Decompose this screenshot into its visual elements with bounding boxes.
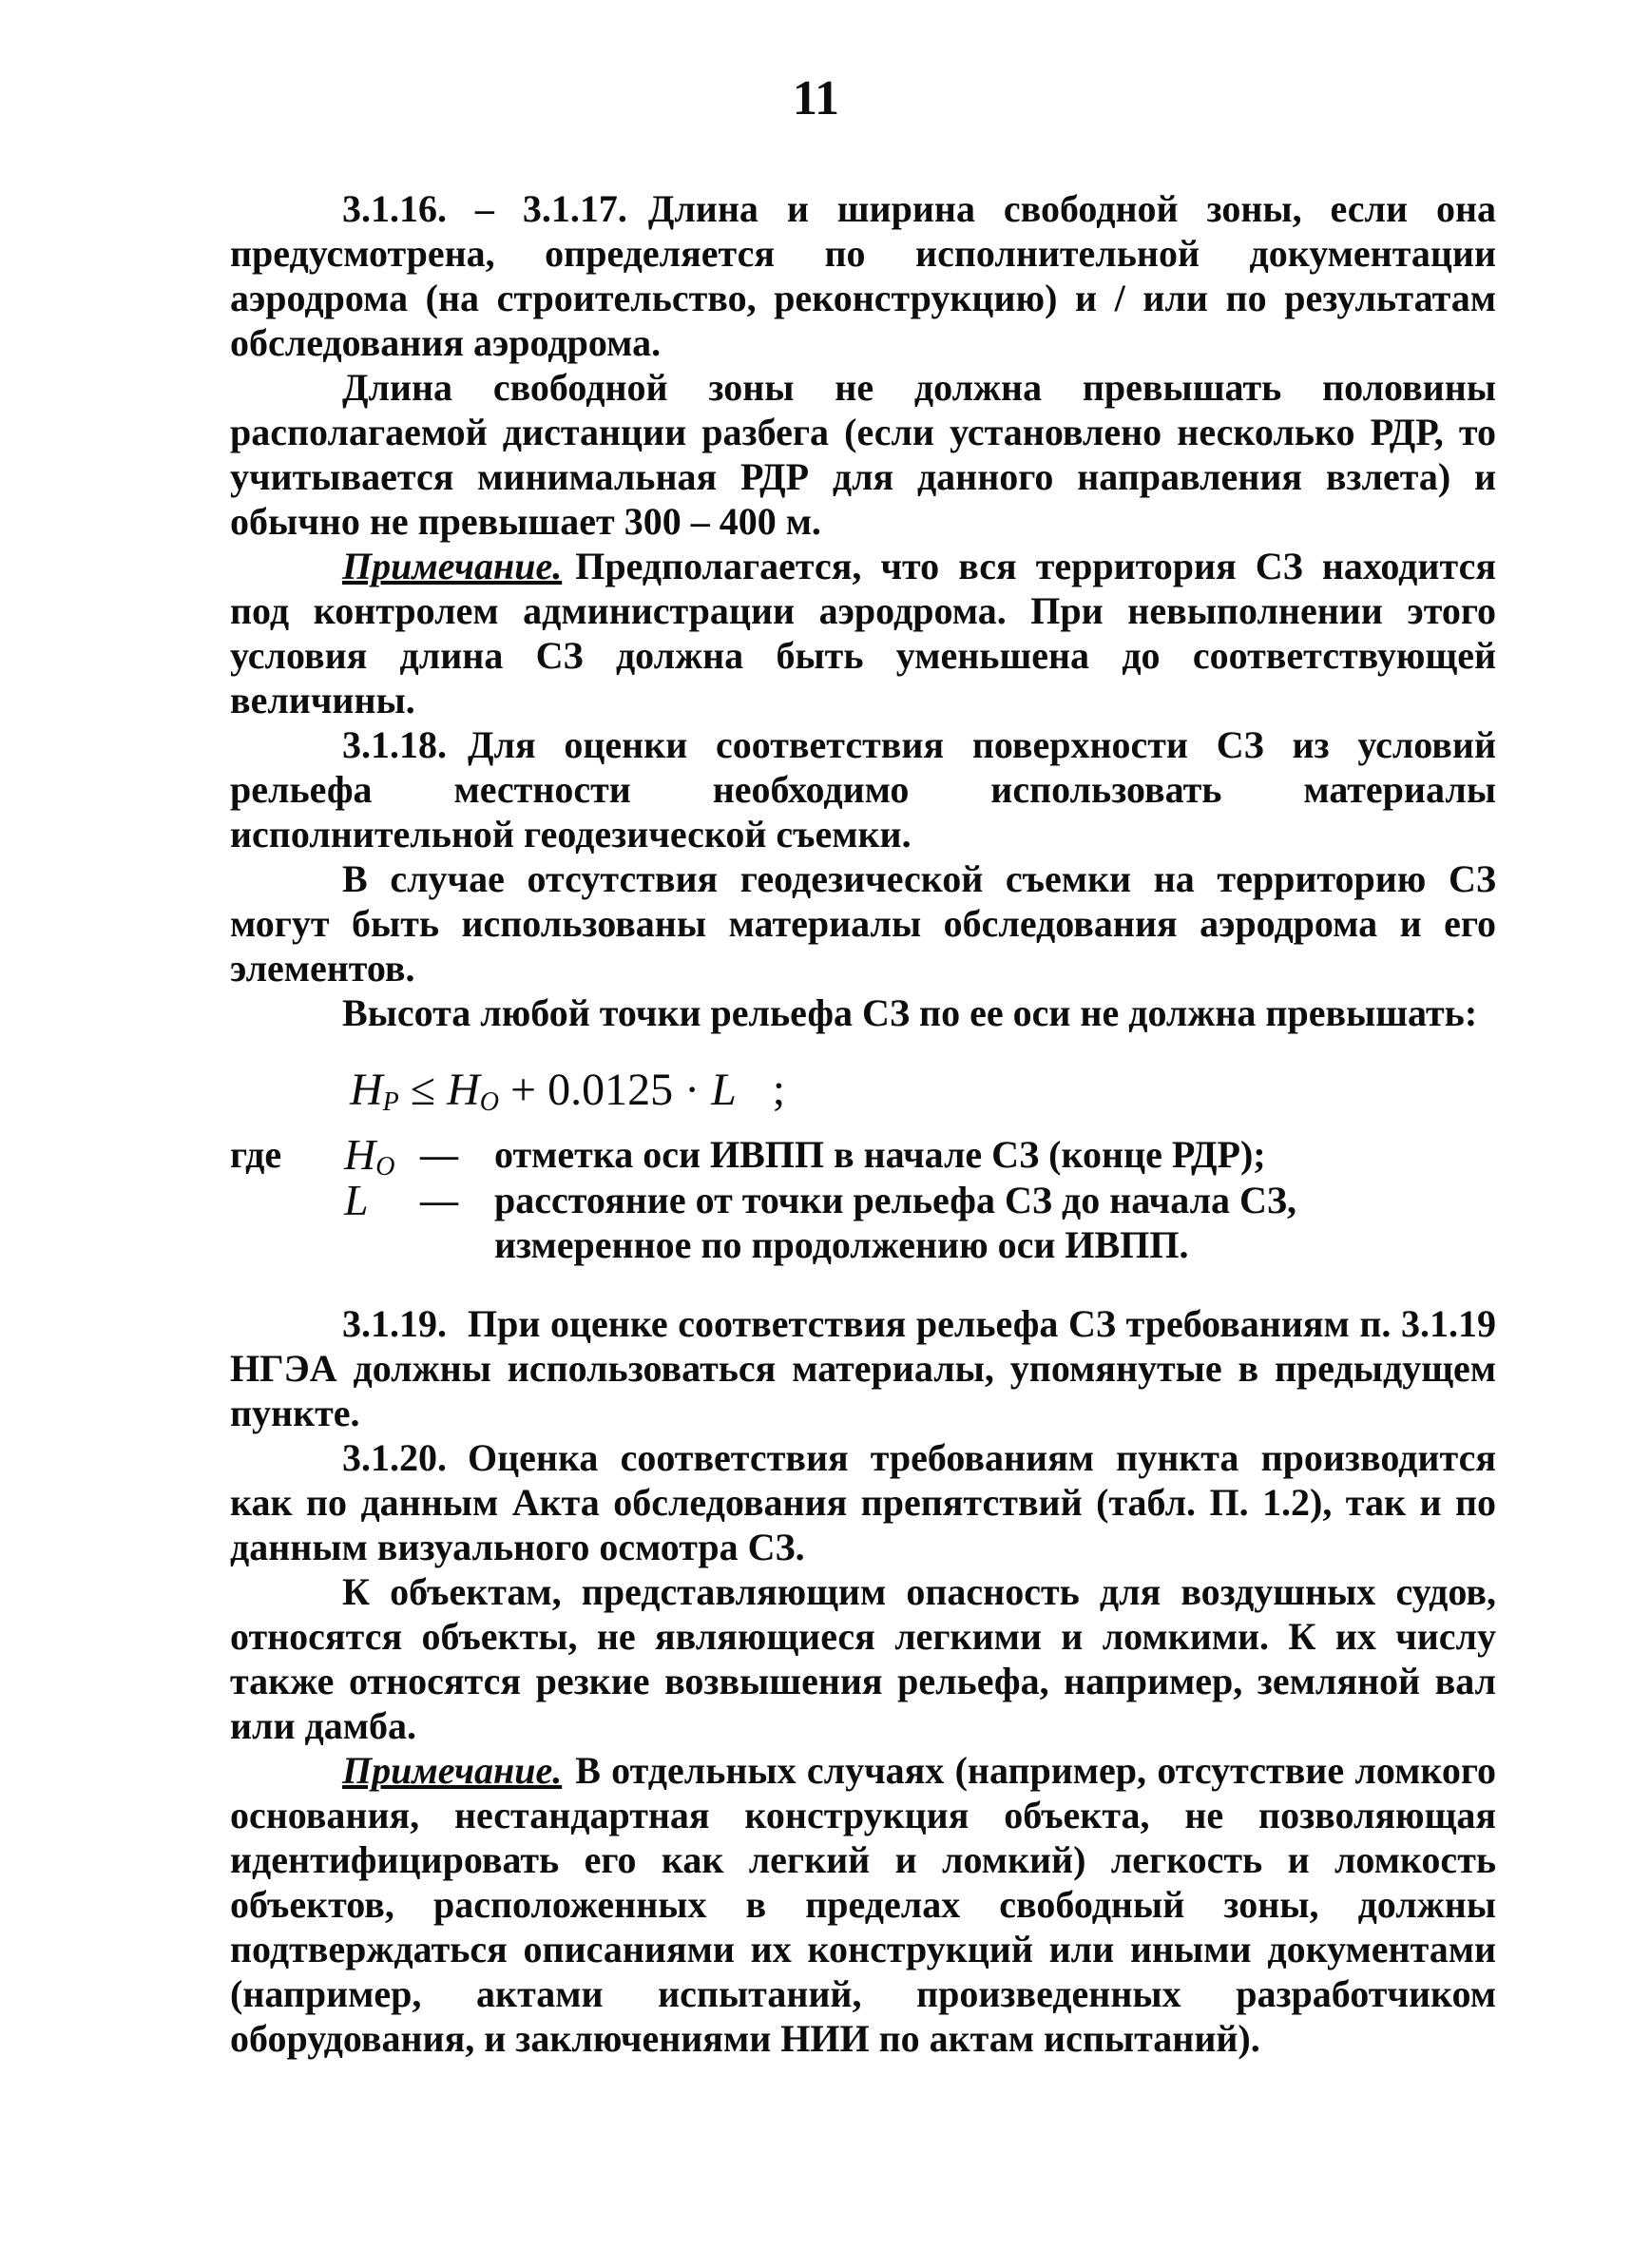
note-label: Примечание. (342, 545, 563, 587)
paragraph-text: Для оценки соответствия поверхности СЗ из условий рельефа местности необходимо использовать материалы исполнительной геодезической съемки. (230, 723, 1496, 855)
document-body (230, 186, 1496, 2061)
paragraph-text: К объектам, представляющим опасность для воздушных судов, относятся объекты, не являющиеся легкими и ломкими. К их числу также относятся резкие возвышения рельефа, например, земляной вал или дамба. (230, 1570, 1496, 1747)
section-number: 3.1.19. (342, 1302, 447, 1345)
paragraph-3-1-19 (230, 1301, 1496, 1435)
paragraph-height-limit (230, 990, 1496, 1035)
section-number: 3.1.20. (342, 1436, 447, 1479)
paragraph-3-1-16 (230, 186, 1496, 365)
symbol-ho: $H_O$ (344, 1130, 395, 1182)
page-number: 11 (792, 71, 840, 125)
note-label: Примечание. (342, 1749, 563, 1792)
symbol-description: отметка оси ИВПП в начале СЗ (конце РДР); (494, 1133, 1266, 1176)
paragraph-3-1-20 (230, 1435, 1496, 1569)
paragraph-length-limit (230, 365, 1496, 544)
section-number: 3.1.16. – 3.1.17. (342, 187, 627, 230)
symbol-l: L (344, 1176, 369, 1224)
section-number: 3.1.18. (342, 723, 447, 766)
symbol-description: расстояние от точки рельефа СЗ до начала СЗ, измеренное по продолжению оси ИВПП. (494, 1179, 1297, 1266)
formula: $H_P \le H_O + 0.0125 \cdot L$ ; (350, 1065, 786, 1117)
where-item-ho (230, 1132, 1496, 1180)
note-paragraph (230, 1748, 1496, 2061)
dash: — (420, 1133, 458, 1176)
paragraph-text: Длина свободной зоны не должна превышать половины располагаемой дистанции разбега (если установлено несколько РДР, то учитывается минимальная РДР для данного направления взлета) и обычно не превышает 300 – 400 м. (230, 366, 1496, 543)
paragraph-3-1-18 (230, 722, 1496, 856)
paragraph-text: Предполагается, что вся территория СЗ находится под контролем администрации аэродрома. При невыполнении этого условия длина СЗ должна быть уменьшена до соответствующей величины. (230, 545, 1496, 721)
paragraph-text: Высота любой точки рельефа СЗ по ее оси не должна превышать: (342, 991, 1478, 1034)
paragraph-text: В случае отсутствия геодезической съемки на территорию СЗ могут быть использованы материалы обследования аэродрома и его элементов. (230, 857, 1496, 990)
where-label: где (230, 1133, 282, 1176)
note-paragraph (230, 544, 1496, 722)
paragraph-text: При оценке соответствия рельефа СЗ требованиям п. 3.1.19 НГЭА должны использоваться материалы, упомянутые в предыдущем пункте. (230, 1302, 1496, 1434)
where-item-l (230, 1178, 1496, 1269)
dash: — (420, 1179, 458, 1221)
paragraph-text: Длина и ширина свободной зоны, если она предусмотрена, определяется по исполнительной документации аэродрома (на строительство, реконструкцию) и / или по результатам обследования аэродрома. (230, 187, 1496, 364)
paragraph-text: Оценка соответствия требованиям пункта производится как по данным Акта обследования препятствий (табл. П. 1.2), так и по данным визуального осмотра СЗ. (230, 1436, 1496, 1568)
paragraph-hazard-objects (230, 1569, 1496, 1748)
formula-block (230, 1054, 1496, 1266)
paragraph-text: В отдельных случаях (например, отсутствие ломкого основания, нестандартная конструкция объекта, не позволяющая идентифицировать его как легкий и ломкий) легкость и ломкость объектов, расположенных в пределах свободный зоны, должны подтверждаться описаниями их конструкций или иными документами (например, актами испытаний, произведенных разработчиком оборудования, и заключениями НИИ по актам испытаний). (230, 1749, 1496, 2060)
paragraph-survey-absence (230, 856, 1496, 990)
